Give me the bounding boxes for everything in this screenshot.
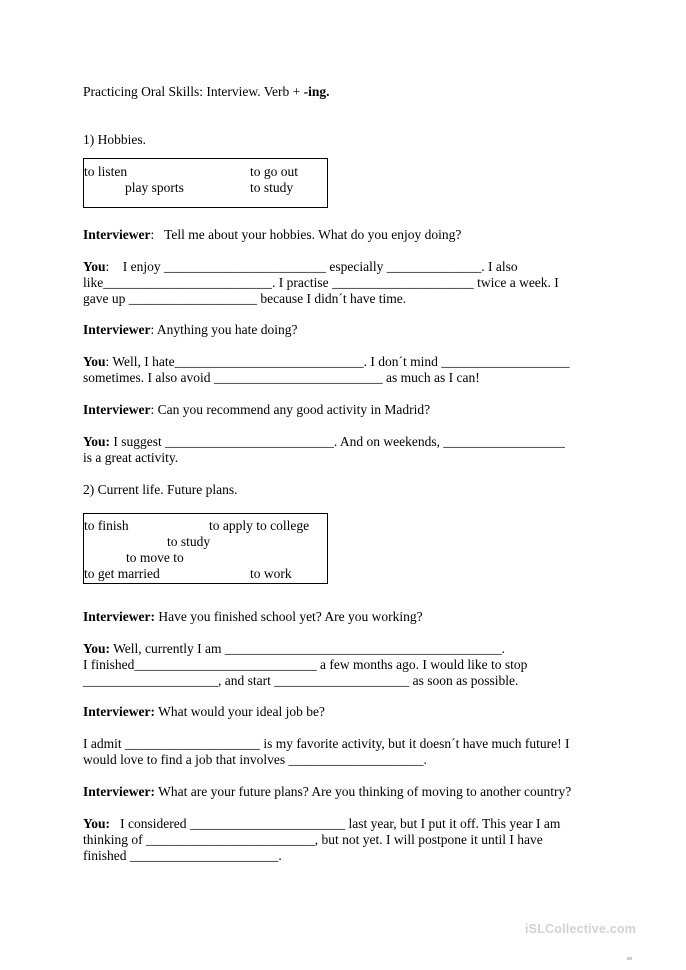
answer-line: You: I enjoy ________________________ especially ______________. I also	[83, 259, 518, 274]
answer-line: thinking of _________________________, but not yet. I will postpone it until I have	[83, 832, 543, 847]
word-box-item: to go out	[250, 164, 299, 179]
answer-line: I admit ____________________ is my favorite activity, but it doesn´t have much future! I	[83, 736, 570, 751]
answer-line: You: Well, I hate____________________________. I don´t mind ___________________	[83, 354, 570, 369]
word-box-item: play sports	[125, 180, 184, 195]
answer-line: You: I suggest _________________________. And on weekends, __________________	[83, 434, 565, 449]
interviewer-question: Interviewer: Have you finished school yet? Are you working?	[83, 609, 423, 624]
word-box-item: to move to	[126, 550, 184, 565]
answer-line: You: Well, currently I am _________________________________________.	[83, 641, 506, 656]
section-heading-current-life: 2) Current life. Future plans.	[83, 482, 238, 497]
answer-line: is a great activity.	[83, 450, 179, 465]
word-box-item: to listen	[84, 164, 128, 179]
interviewer-question: Interviewer: What are your future plans? Are you thinking of moving to another country?	[83, 784, 572, 799]
answer-line: gave up ___________________ because I didn´t have time.	[83, 291, 407, 306]
answer-line: You: I considered _______________________ last year, but I put it off. This year I am	[83, 816, 561, 831]
word-box-item: to work	[250, 566, 292, 581]
interviewer-question: Interviewer: Anything you hate doing?	[83, 322, 298, 337]
word-box-item: to apply to college	[209, 518, 310, 533]
interviewer-question: Interviewer: Tell me about your hobbies. What do you enjoy doing?	[83, 227, 462, 242]
answer-line: like_________________________. I practise _____________________ twice a week. I	[83, 275, 559, 290]
watermark: iSLCollective.com	[525, 922, 637, 936]
word-box-item: to get married	[84, 566, 160, 581]
answer-line: would love to find a job that involves ____________________.	[83, 752, 427, 767]
word-box-item: to finish	[84, 518, 129, 533]
word-box-item: to study	[250, 180, 294, 195]
interviewer-question: Interviewer: What would your ideal job be?	[83, 704, 325, 719]
interviewer-question: Interviewer: Can you recommend any good activity in Madrid?	[83, 402, 431, 417]
section-heading-hobbies: 1) Hobbies.	[83, 132, 146, 147]
answer-line: ____________________, and start ____________________ as soon as possible.	[83, 673, 519, 688]
worksheet-title: Practicing Oral Skills: Interview. Verb + -ing.	[83, 84, 330, 99]
answer-line: finished ______________________.	[83, 848, 282, 863]
word-box-item: to study	[167, 534, 211, 549]
answer-line: I finished___________________________ a few months ago. I would like to stop	[83, 657, 528, 672]
answer-line: sometimes. I also avoid _________________________ as much as I can!	[83, 370, 480, 385]
word-box-hobbies	[83, 158, 328, 208]
page-mark	[627, 957, 632, 960]
word-box-current-life	[83, 513, 328, 584]
